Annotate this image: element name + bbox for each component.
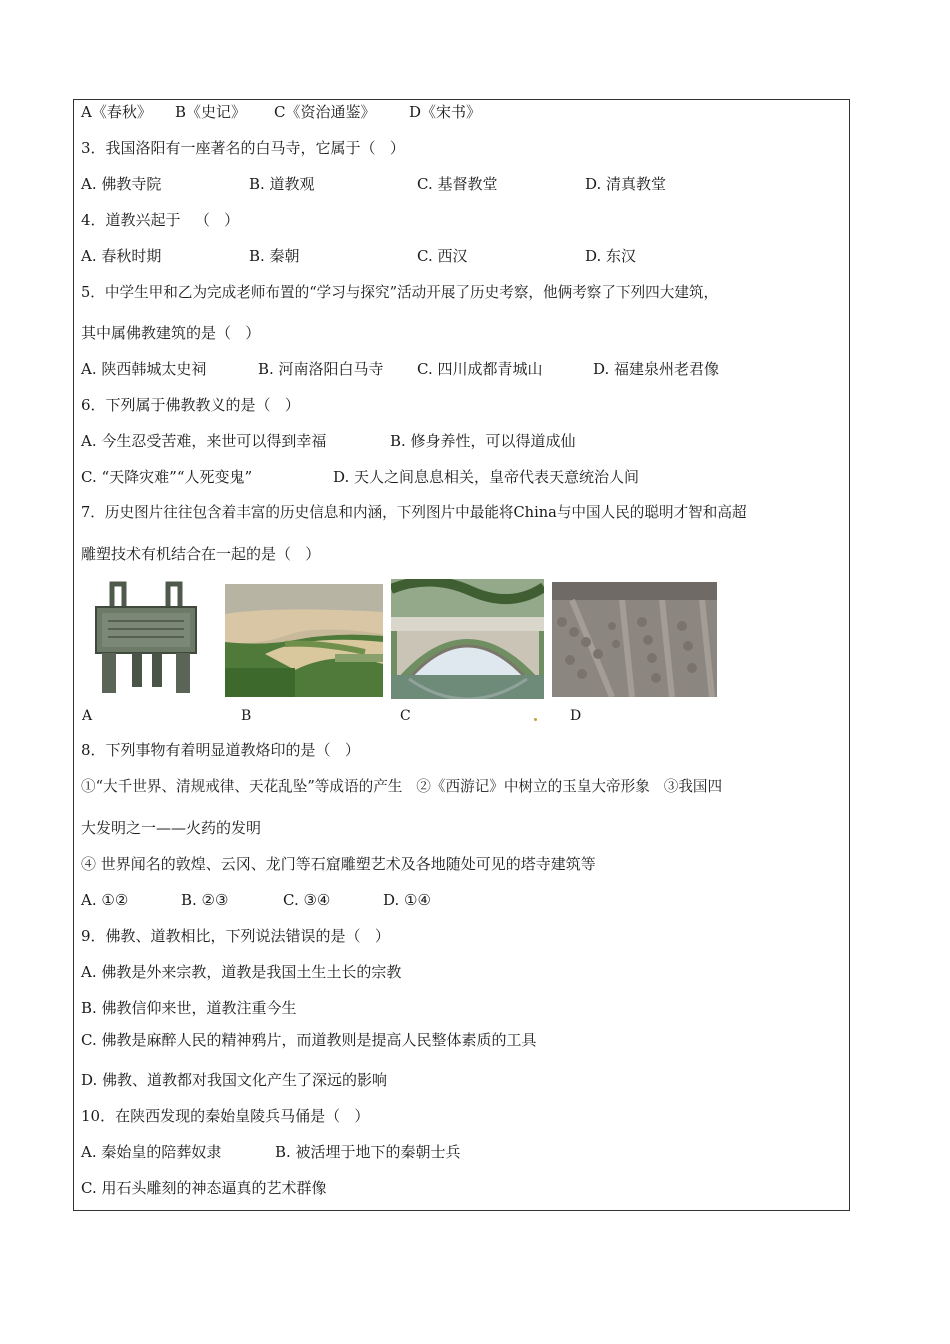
q8-item-line-1b: 大发明之一——火药的发明 bbox=[81, 819, 262, 837]
q10-stem: 10．在陕西发现的秦始皇陵兵马俑是（ ） bbox=[81, 1107, 370, 1125]
q5-option-d: D. 福建泉州老君像 bbox=[593, 360, 720, 378]
q4-option-a: A. 春秋时期 bbox=[81, 247, 162, 265]
q4-option-b: B. 秦朝 bbox=[249, 247, 300, 265]
q6-option-c: C. “天降灾难”“人死变鬼” bbox=[81, 468, 253, 486]
top-option-b: B《史记》 bbox=[175, 103, 247, 121]
q8-stem: 8．下列事物有着明显道教烙印的是（ ） bbox=[81, 741, 360, 759]
q3-option-c: C. 基督教堂 bbox=[417, 175, 498, 193]
top-option-a: A《春秋》 bbox=[81, 103, 152, 121]
picture-label-d: D bbox=[570, 708, 582, 724]
q3-option-b: B. 道教观 bbox=[249, 175, 315, 193]
q9-option-c: C. 佛教是麻醉人民的精神鸦片，而道教则是提高人民整体素质的工具 bbox=[81, 1031, 537, 1049]
q4-option-d: D. 东汉 bbox=[585, 247, 637, 265]
q9-stem: 9．佛教、道教相比，下列说法错误的是（ ） bbox=[81, 927, 390, 945]
q6-stem: 6．下列属于佛教教义的是（ ） bbox=[81, 396, 300, 414]
picture-label-b: B bbox=[241, 708, 252, 724]
q7-stem-line-2: 雕塑技术有机结合在一起的是（ ） bbox=[81, 545, 321, 563]
q8-option-c: C. ③④ bbox=[283, 891, 331, 909]
river-landscape-image bbox=[225, 584, 383, 697]
q8-option-b: B. ②③ bbox=[181, 891, 229, 909]
q10-option-c: C. 用石头雕刻的神态逼真的艺术群像 bbox=[81, 1179, 327, 1197]
terracotta-army-image bbox=[552, 582, 717, 697]
q8-option-a: A. ①② bbox=[81, 891, 129, 909]
q5-option-a: A. 陕西韩城太史祠 bbox=[81, 360, 207, 378]
q5-option-c: C. 四川成都青城山 bbox=[417, 360, 543, 378]
q4-stem: 4．道教兴起于 （ ） bbox=[81, 211, 240, 229]
print-speck bbox=[534, 718, 537, 721]
q5-option-b: B. 河南洛阳白马寺 bbox=[258, 360, 384, 378]
q10-option-b: B. 被活埋于地下的秦朝士兵 bbox=[275, 1143, 461, 1161]
q8-option-d: D. ①④ bbox=[383, 891, 431, 909]
q9-option-d: D. 佛教、道教都对我国文化产生了深远的影响 bbox=[81, 1071, 388, 1089]
q9-option-b: B. 佛教信仰来世，道教注重今生 bbox=[81, 999, 297, 1017]
picture-label-a: A bbox=[82, 708, 93, 724]
q10-option-a: A. 秦始皇的陪葬奴隶 bbox=[81, 1143, 222, 1161]
q9-option-a: A. 佛教是外来宗教，道教是我国土生土长的宗教 bbox=[81, 963, 402, 981]
q3-option-d: D. 清真教堂 bbox=[585, 175, 667, 193]
q6-option-d: D. 天人之间息息相关，皇帝代表天意统治人间 bbox=[333, 468, 640, 486]
bronze-ding-image bbox=[88, 581, 204, 697]
picture-label-c: C bbox=[400, 708, 411, 724]
q4-option-c: C. 西汉 bbox=[417, 247, 468, 265]
q6-option-b: B. 修身养性，可以得道成仙 bbox=[390, 432, 576, 450]
q5-stem-line-1: 5．中学生甲和乙为完成老师布置的“学习与探究”活动开展了历史考察，他俩考察了下列四大建筑， bbox=[81, 284, 719, 301]
q6-option-a: A. 今生忍受苦难，来世可以得到幸福 bbox=[81, 432, 327, 450]
q3-option-a: A. 佛教寺院 bbox=[81, 175, 162, 193]
q7-stem-line-1: 7．历史图片往往包含着丰富的历史信息和内涵，下列图片中最能将China与中国人民的聪明才智和高超 bbox=[81, 504, 747, 521]
q3-stem: 3．我国洛阳有一座著名的白马寺，它属于（ ） bbox=[81, 139, 405, 157]
top-option-c: C《资治通鉴》 bbox=[274, 103, 376, 121]
q8-item-line-1: ①“大千世界、清规戒律、天花乱坠”等成语的产生 ②《西游记》中树立的玉皇大帝形象 ③我国四 bbox=[81, 778, 723, 795]
arch-bridge-image bbox=[391, 579, 544, 699]
q5-stem-line-2: 其中属佛教建筑的是（ ） bbox=[81, 324, 261, 342]
top-option-d: D《宋书》 bbox=[409, 103, 482, 121]
q8-item-line-2: ④ 世界闻名的敦煌、云冈、龙门等石窟雕塑艺术及各地随处可见的塔寺建筑等 bbox=[81, 855, 596, 873]
